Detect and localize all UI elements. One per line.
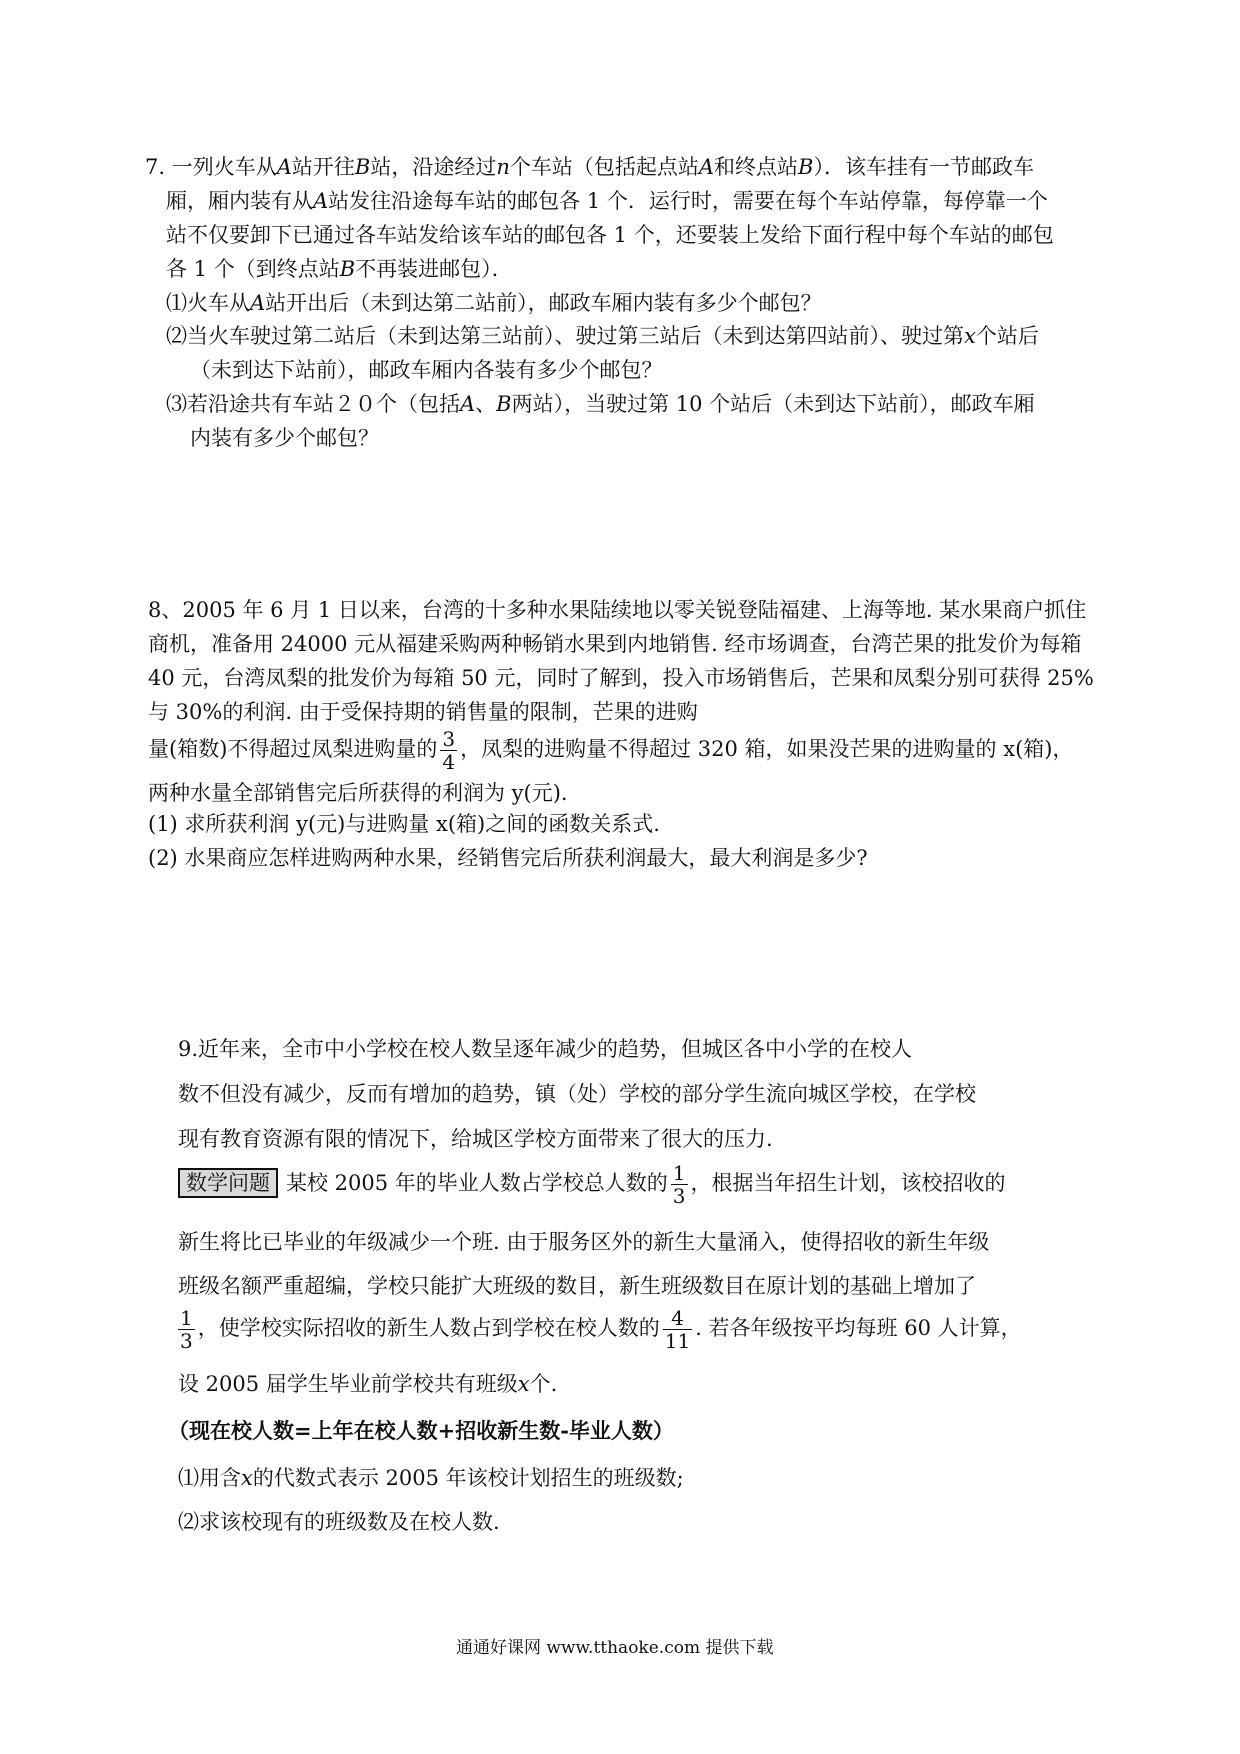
text: 两站），当驶过第 10 个站后（未到达下站前），邮政车厢	[511, 392, 1035, 416]
fraction-numerator: 4	[671, 1306, 684, 1330]
q9-formula: （现在校人数=上年在校人数+招收新生数-毕业人数）	[168, 1418, 674, 1443]
text: 个站后	[975, 324, 1039, 348]
text: 和终点站	[714, 155, 799, 179]
q9-line-8	[178, 1371, 557, 1397]
text: ⑶若沿途共有车站２０个（包括	[166, 392, 460, 416]
fraction-one-third	[178, 1307, 195, 1352]
q8-line-1: 8、2005 年 6 月 1 日以来，台湾的十多种水果陆续地以零关锐登陆福建、上海等地. 某水果商户抓住	[148, 598, 1087, 622]
text: 站，沿途经过	[370, 155, 497, 179]
var: B	[354, 155, 371, 179]
text: 7. 一列火车从	[145, 155, 277, 179]
text: 不再装进邮包）．	[355, 257, 513, 281]
q8-line-6: 两种水量全部销售完后所获得的利润为 y(元).	[148, 781, 568, 805]
var: x	[517, 1372, 530, 1396]
var: A	[313, 189, 329, 213]
q7-sub-3-cont: 内装有多少个邮包？	[190, 426, 379, 450]
text: ⑴用含	[178, 1466, 241, 1490]
text: 量(箱数)不得超过凤梨进购量的	[148, 737, 438, 761]
text: 站开出后（未到达第二站前），邮政车厢内装有多少个邮包？	[265, 291, 822, 315]
q8-sub-2: (2) 水果商应怎样进购两种水果，经销售完后所获利润最大，最大利润是多少?	[148, 846, 868, 870]
q9-line-4	[178, 1160, 1006, 1207]
q8-line-4: 与 30%的利润. 由于受保持期的销售量的限制，芒果的进购	[148, 700, 698, 724]
q9-line-5: 新生将比已毕业的年级减少一个班. 由于服务区外的新生大量涌入，使得招收的新生年级	[178, 1230, 990, 1254]
var: A	[460, 392, 476, 416]
q9-sub-2: ⑵求该校现有的班级数及在校人数.	[178, 1510, 500, 1534]
text: 、	[475, 392, 497, 416]
fraction-one-third	[671, 1162, 688, 1207]
text: . 若各年级按平均每班 60 人计算，	[695, 1316, 1022, 1340]
q8-sub-1: (1) 求所获利润 y(元)与进购量 x(箱)之间的函数关系式.	[148, 812, 660, 836]
fraction-denominator: 3	[180, 1329, 193, 1353]
q7-line-1	[145, 154, 1034, 180]
q8-line-2: 商机，准备用 24000 元从福建采购两种畅销水果到内地销售. 经市场调查，台湾芒果的批发价为每箱	[148, 632, 1082, 656]
text: ）．该车挂有一节邮政车	[813, 155, 1034, 179]
var: A	[250, 291, 266, 315]
text: 各 1 个（到终点站	[166, 257, 340, 281]
var: x	[964, 324, 976, 348]
q9-line-1: 9.近年来，全市中小学校在校人数呈逐年减少的趋势，但城区各中小学的在校人	[178, 1037, 913, 1061]
q8-line-3: 40 元，台湾凤梨的批发价为每箱 50 元，同时了解到，投入市场销售后，芒果和凤梨分别可获得 25%	[148, 666, 1094, 690]
text: ，使学校实际招收的新生人数占到学校在校人数的	[197, 1316, 660, 1340]
var: A	[698, 155, 715, 179]
var: n	[496, 155, 510, 179]
var: B	[339, 257, 356, 281]
fraction-denominator: 4	[442, 750, 456, 774]
q7-sub-2	[166, 323, 1039, 349]
text: 站发往沿途每车站的邮包各 1 个．运行时，需要在每个车站停靠，每停靠一个	[328, 189, 1048, 213]
fraction-four-elevenths	[663, 1307, 692, 1352]
q9-line-6: 班级名额严重超编，学校只能扩大班级的数目，新生班级数目在原计划的基础上增加了	[178, 1274, 976, 1298]
text: 个车站（包括起点站	[509, 155, 699, 179]
var: x	[241, 1466, 253, 1490]
var: B	[798, 155, 814, 179]
text: 站开往	[291, 155, 355, 179]
q7-line-2	[166, 188, 1048, 214]
q9-line-2: 数不但没有减少，反而有增加的趋势，镇（处）学校的部分学生流向城区学校，在学校	[178, 1082, 976, 1106]
var: B	[496, 392, 512, 416]
q7-line-3: 站不仅要卸下已通过各车站发给该车站的邮包各 1 个，还要装上发给下面行程中每个车站的邮包	[166, 223, 1054, 247]
text: 某校 2005 年的毕业人数占学校总人数的	[286, 1171, 668, 1195]
text: 的代数式表示 2005 年该校计划招生的班级数;	[252, 1466, 684, 1490]
var: A	[276, 155, 292, 179]
fraction-numerator: 1	[672, 1161, 686, 1185]
q9-sub-1	[178, 1465, 684, 1491]
math-problem-label: 数学问题	[178, 1168, 278, 1198]
q9-line-7	[178, 1305, 1022, 1352]
q7-sub-1	[166, 290, 822, 316]
q7-line-4	[166, 256, 513, 282]
text: ⑴火车从	[166, 291, 250, 315]
text: ⑵当火车驶过第二站后（未到达第三站前）、驶过第三站后（未到达第四站前）、驶过第	[166, 324, 964, 348]
fraction-denominator: 11	[664, 1329, 691, 1353]
text: 厢，厢内装有从	[166, 189, 313, 213]
fraction-numerator: 1	[180, 1306, 193, 1330]
text: ，凤梨的进购量不得超过 320 箱，如果没芒果的进购量的 x(箱)，	[460, 737, 1074, 761]
fraction-three-quarters	[440, 728, 457, 773]
q9-line-3: 现有教育资源有限的情况下，给城区学校方面带来了很大的压力.	[178, 1127, 773, 1151]
page-footer: 通通好课网 www.tthaoke.com 提供下载	[456, 1638, 774, 1658]
q8-line-5	[148, 726, 1073, 773]
text: 设 2005 届学生毕业前学校共有班级	[178, 1372, 518, 1396]
fraction-denominator: 3	[672, 1184, 686, 1208]
fraction-numerator: 3	[442, 727, 456, 751]
q7-sub-3	[166, 391, 1035, 417]
text: 个.	[529, 1372, 558, 1396]
text: ，根据当年招生计划，该校招收的	[690, 1171, 1006, 1195]
q7-sub-2-cont: （未到达下站前），邮政车厢内各装有多少个邮包？	[190, 358, 663, 382]
